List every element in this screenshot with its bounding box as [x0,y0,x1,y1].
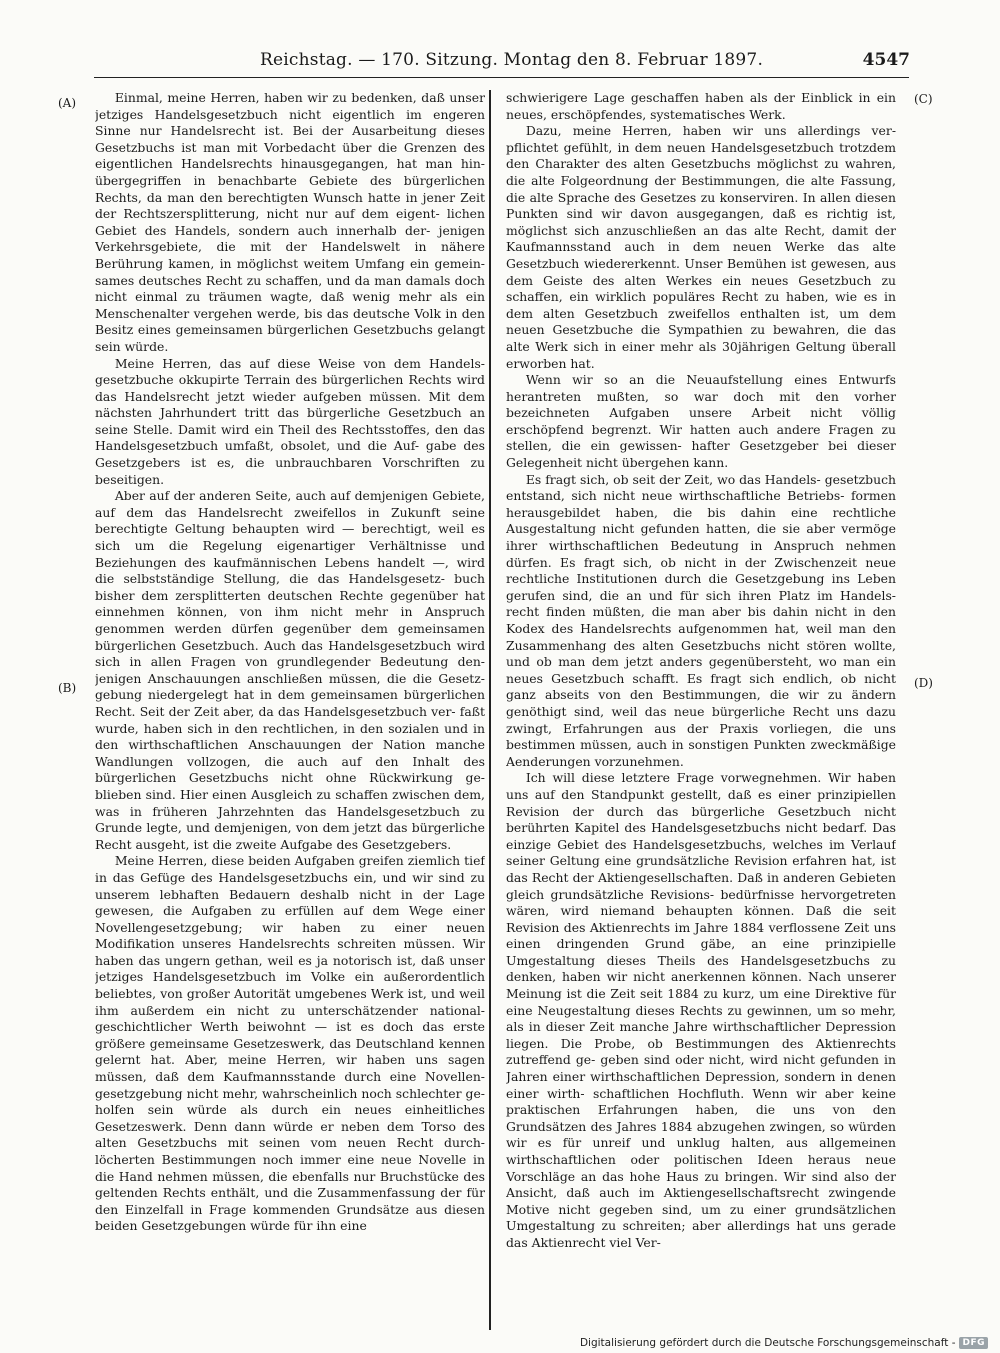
column-divider [489,90,491,1330]
left-column [95,90,485,1310]
paragraph: Es fragt sich, ob seit der Zeit, wo das Handels- gesetzbuch entstand, sich nicht neue wirthschaftliche Betriebs- formen herausgebildet haben, die bis dahin eine rechtliche Ausgestaltung nicht gefunden hatten, die sie aber vermöge ihrer wirthschaftlichen Bedeutung in Anspruch nehmen dürfen. Es fragt sich, ob nicht in der Zwischenzeit neue rechtliche Institutionen durch die Gesetzgebung ins Leben gerufen sind, die an und für sich ihren Platz im Handels- recht finden müßten, die man aber bis dahin nicht in den Kodex des Handelsrechts aufgenommen hat, weil man den Zusammenhang des alten Gesetzbuchs nicht stören wollte, und ob man dem jetzt anders gegenübersteht, wo man ein neues Gesetzbuch schafft. Es fragt sich endlich, ob nicht ganz abseits von den Bestimmungen, die wir zu ändern genöthigt sind, weil das neue bürgerliche Recht uns dazu zwingt, Erfahrungen aus der Praxis vorliegen, die uns bestimmen müssen, auch in sonstigen Punkten zweckmäßige Aenderungen vorzunehmen. [506,471,896,769]
dfg-logo: DFG [959,1337,988,1349]
header-rule [94,77,909,78]
paragraph: Aber auf der anderen Seite, auch auf demjenigen Gebiete, auf dem das Handelsrecht zweifellos in Zukunft seine berechtigte Geltung behaupten wird — berechtigt, weil es sich um die Regelung eigenartiger Verhältnisse und Beziehungen des kaufmännischen Lebens handelt —, wird die selbstständige Stellung, die das Handelsgesetz- buch bisher dem zersplitterten deutschen Rechte gegenüber hat einnehmen können, von ihm nicht mehr in Anspruch genommen werden dürfen gegenüber dem gemeinsamen bürgerlichen Gesetzbuch. Auch das Handelsgesetzbuch wird sich in allen Fragen von grundlegender Bedeutung den- jenigen Anschauungen anschließen müssen, die die Gesetz- gebung niedergelegt hat in dem gemeinsamen bürgerlichen Recht. Seit der Zeit aber, da das Handelsgesetzbuch ver- faßt wurde, haben sich in den rechtlichen, in den sozialen und in den wirthschaftlichen Anschauungen der Nation manche Wandlungen vollzogen, die auch auf den Inhalt des bürgerlichen Gesetzbuchs nicht ohne Rückwirkung ge- blieben sind. Hier einen Ausgleich zu schaffen zwischen dem, was in früheren Jahrzehnten das Handelsgesetzbuch zu Grunde legte, und demjenigen, von dem jetzt das bürgerliche Recht ausgeht, ist die zweite Aufgabe des Gesetzgebers. [95,488,485,852]
margin-marker-c: (C) [914,92,933,106]
paragraph: Meine Herren, das auf diese Weise von dem Handels- gesetzbuche okkupirte Terrain des bürgerlichen Rechts wird das Handelsrecht jetzt wieder aufgeben müssen. Mit dem nächsten Jahrhundert tritt das bürgerliche Gesetzbuch an seine Stelle. Damit wird ein Theil des Rechtsstoffes, den das Handelsgesetzbuch umfaßt, obsolet, und die Auf- gabe des Gesetzgebers ist es, die unbrauchbaren Vorschriften zu beseitigen. [95,355,485,487]
paragraph: Meine Herren, diese beiden Aufgaben greifen ziemlich tief in das Gefüge des Handelsgesetzbuchs ein, und wir sind zu unserem lebhaften Bedauern deshalb nicht in der Lage gewesen, die Aufgaben zu erfüllen auf dem Wege einer Novellengesetzgebung; wir haben zu einer neuen Modifikation unseres Handelsrechts schreiten müssen. Wir haben das ungern gethan, weil es ja notorisch ist, daß unser jetziges Handelsgesetzbuch im Volke ein außerordentlich beliebtes, von großer Autorität umgebenes Werk ist, und weil ihm außerdem ein nicht zu unterschätzender national- geschichtlicher Werth beiwohnt — ist es doch das erste größere gemeinsame Gesetzeswerk, das Deutschland kennen gelernt hat. Aber, meine Herren, wir haben uns sagen müssen, daß dem Kaufmannsstande durch eine Novellen- gesetzgebung nicht mehr, wahrscheinlich noch schlechter ge- holfen sein würde als durch ein neues einheitliches Gesetzeswerk. Denn dann würde er neben dem Torso des alten Gesetzbuchs mit seinen vom neuen Recht durch- löcherten Bestimmungen noch immer eine neue Novelle in die Hand nehmen müssen, die ebenfalls nur Bruchstücke des geltenden Rechts enthält, und die Zusammenfassung der für den Einzelfall in Frage kommenden Grundsätze aus diesen beiden Gesetzgebungen würde für ihn eine [95,853,485,1234]
paragraph: Ich will diese letztere Frage vorwegnehmen. Wir haben uns auf den Standpunkt gestellt, daß es einer prinzipiellen Revision der durch das bürgerliche Gesetzbuch nicht berührten Kapitel des Handelsgesetzbuchs nicht bedarf. Das einzige Gebiet des Handelsgesetzbuchs, welches im Verlauf seiner Geltung eine grundsätzliche Revision erfahren hat, ist das Recht der Aktiengesellschaften. Daß in anderen Gebieten gleich grundsätzliche Revisions- bedürfnisse hervorgetreten wären, wird niemand behaupten können. Daß die seit Revision des Aktienrechts im Jahre 1884 verflossene Zeit uns einen dringenden Grund gäbe, an eine prinzipielle Umgestaltung dieses Theils des Handelsgesetzbuchs zu denken, haben wir nicht anerkennen können. Nach unserer Meinung ist die Zeit seit 1884 zu kurz, um eine Direktive für eine Neugestaltung dieses Rechts zu gewinnen, um so mehr, als in dieser Zeit manche Jahre wirthschaftlicher Depression liegen. Die Probe, ob Bestimmungen des Aktienrechts zutreffend ge- geben sind oder nicht, wird nicht gefunden in Jahren einer wirthschaftlichen Depression, sondern in denen einer wirth- schaftlichen Hochfluth. Wenn wir aber keine praktischen Erfahrungen haben, die uns von den Grundsätzen des Jahres 1884 abzugehen zwingen, so würden wir es für unreif und unklug halten, aus allgemeinen wirthschaftlichen oder politischen Ideen heraus neue Vorschläge an das hohe Haus zu bringen. Wir sind also der Ansicht, daß auch im Aktiengesellschaftsrecht zwingende Motive nicht gegeben sind, um zu einer grundsätzlichen Umgestaltung zu schreiten; aber allerdings hat uns gerade das Aktienrecht viel Ver- [506,770,896,1250]
paragraph: Einmal, meine Herren, haben wir zu bedenken, daß unser jetziges Handelsgesetzbuch nicht eigentlich im engeren Sinne nur Handelsrecht ist. Bei der Ausarbeitung dieses Gesetzbuchs ist man mit Vorbedacht über die Grenzen des eigentlichen Handelsrechts hinausgegangen, hat man hin- übergegriffen in benachbarte Gebiete des bürgerlichen Rechts, da man den berechtigten Wunsch hatte in jener Zeit der Rechtszersplitterung, nicht nur auf dem eigent- lichen Gebiet des Handels, sondern auch innerhalb der- jenigen Verkehrsgebiete, die mit der Handelswelt in nähere Berührung kamen, in möglichst weitem Umfang ein gemein- sames deutsches Recht zu schaffen, und da man damals doch nicht einmal zu träumen wagte, daß wenig mehr als ein Menschenalter vergehen werde, bis das deutsche Volk in den Besitz eines gemeinsamen bürgerlichen Gesetzbuchs gelangt sein würde. [95,90,485,354]
margin-marker-d: (D) [914,676,933,690]
digitization-footer [580,1336,988,1350]
running-title: Reichstag. — 170. Sitzung. Montag den 8. Februar 1897. [260,50,764,70]
footer-text: Digitalisierung gefördert durch die Deutsche Forschungsgemeinschaft - [579,1337,956,1349]
margin-marker-a: (A) [58,96,77,110]
paragraph: Wenn wir so an die Neuaufstellung eines Entwurfs herantreten mußten, so war doch mit den vorher bezeichneten Aufgaben unsere Arbeit nicht völlig erschöpfend begrenzt. Wir hatten auch andere Fragen zu stellen, die ein gewissen- hafter Gesetzgeber bei dieser Gelegenheit nicht übergehen kann. [506,372,896,471]
paragraph: Dazu, meine Herren, haben wir uns allerdings ver- pflichtet gefühlt, in dem neuen Handelsgesetzbuch trotzdem den Charakter des alten Gesetzbuchs möglichst zu wahren, die alte Folgeordnung der Bestimmungen, die alte Fassung, die alte Sprache des Gesetzes zu konserviren. In allen diesen Punkten sind wir davon ausgegangen, daß es richtig ist, möglichst sich anzuschließen an das alte Recht, damit der Kaufmannsstand auch in dem neuen Werke das alte Gesetzbuch wiedererkennt. Unser Bemühen ist gewesen, aus dem Geiste des alten Werkes ein neues Gesetzbuch zu schaffen, ein wirklich populäres Recht zu haben, wie es in dem alten Gesetzbuch zweifellos enthalten ist, um dem neuen Gesetzbuche die Sympathien zu bewahren, die das alte Werk sich in einer mehr als 30jährigen Geltung überall erworben hat. [506,123,896,371]
right-column [506,90,896,1310]
paragraph: schwierigere Lage geschaffen haben als der Einblick in ein neues, erschöpfendes, systematisches Werk. [506,90,896,122]
margin-marker-b: (B) [58,681,77,695]
page-header [260,50,910,76]
page-number: 4547 [862,50,910,70]
